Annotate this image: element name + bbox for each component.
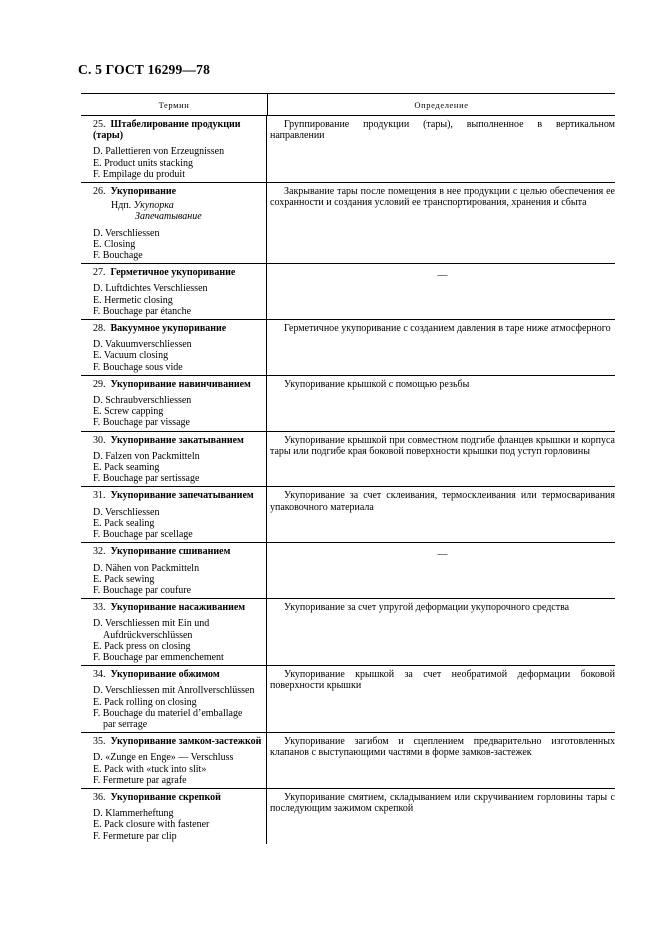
table-row: [81, 666, 615, 733]
foreign-equivalents: [83, 339, 264, 373]
definition-text: Укупоривание смятием, складыванием или скручиванием горловины тары с последующим зажимом скрепкой: [270, 791, 615, 815]
definition-cell: [267, 666, 615, 732]
french-equivalent: F. Fermeture par clip: [93, 830, 177, 842]
term-title: [83, 379, 264, 390]
table-header: [81, 94, 615, 116]
term-cell: [81, 376, 267, 431]
french-equivalent: F. Bouchage par coufure: [93, 584, 192, 596]
french-equivalent-cont: par serrage: [103, 718, 148, 730]
french-equivalent: F. Bouchage par étanche: [93, 305, 192, 317]
term-cell: [81, 487, 267, 542]
term-cell: [81, 264, 267, 319]
german-equivalent: D. Pallettieren von Erzeugnissen: [93, 146, 225, 158]
term-title: [83, 669, 264, 680]
term-cell: [81, 432, 267, 487]
term-number: 36.: [93, 791, 106, 803]
definition-column-header: Определение: [414, 100, 469, 110]
term-name: Укупоривание скрепкой: [110, 791, 221, 803]
french-equivalent: F. Bouchage par scellage: [93, 529, 193, 541]
table-row: [81, 264, 615, 320]
term-name: Вакуумное укупоривание: [110, 323, 227, 335]
term-cell: [81, 116, 267, 182]
definition-cell: [267, 543, 615, 598]
german-equivalent: D. Luftdichtes Verschliessen: [93, 283, 208, 295]
definition-cell: [267, 376, 615, 431]
term-number: 28.: [93, 323, 106, 335]
term-name: Укупоривание насаживанием: [110, 602, 246, 614]
definition-text: Укупоривание крышкой с помощью резьбы: [284, 378, 470, 390]
definition-cell: [267, 487, 615, 542]
term-number: 26.: [93, 186, 106, 198]
table-row: [81, 543, 615, 599]
german-equivalent: D. Verschliessen mit Ein und: [93, 618, 210, 630]
english-equivalent: E. Pack sewing: [93, 573, 155, 585]
foreign-equivalents: [83, 146, 264, 180]
term-number: 27.: [93, 267, 106, 279]
german-equivalent-cont: Aufdrückverschlüssen: [103, 629, 193, 641]
term-number: 34.: [93, 669, 106, 681]
definition-cell: [267, 264, 615, 319]
term-cell: [81, 183, 267, 263]
english-equivalent: E. Pack with «tuck into slit»: [93, 763, 207, 775]
foreign-equivalents: [83, 507, 264, 541]
terms-table: [81, 93, 615, 844]
table-row: [81, 320, 615, 376]
term-title: [83, 736, 264, 747]
table-row: [81, 599, 615, 666]
definition-text: Укупоривание за счет упругой деформации укупорочного средства: [284, 602, 570, 614]
german-equivalent: D. Klammerheftung: [93, 808, 174, 820]
definition-cell: [267, 183, 615, 263]
english-equivalent: E. Pack rolling on closing: [93, 696, 197, 708]
definition-cell: [267, 432, 615, 487]
definition-text: Укупоривание за счет склеивания, термосклеивания или термосваривания упаковочного материала: [270, 490, 615, 513]
term-title: [83, 792, 264, 803]
french-equivalent: F. Bouchage sous vide: [93, 361, 183, 373]
foreign-equivalents: [83, 563, 264, 597]
german-equivalent: D. Falzen von Packmitteln: [93, 450, 200, 462]
term-name: Укупоривание обжимом: [110, 669, 220, 681]
term-name: Укупоривание сшиванием: [110, 546, 231, 558]
term-name: Укупоривание запечатыванием: [110, 490, 254, 502]
english-equivalent: E. Screw capping: [93, 406, 164, 418]
german-equivalent: D. Nähen von Packmitteln: [93, 562, 200, 574]
term-title: [83, 267, 264, 278]
deprecated-synonyms: [83, 200, 264, 222]
table-row: [81, 183, 615, 264]
synonym: Укупорка: [133, 200, 174, 212]
term-cell: [81, 789, 267, 844]
table-row: [81, 487, 615, 543]
german-equivalent: D. Verschliessen: [93, 506, 160, 518]
french-equivalent: F. Bouchage par sertissage: [93, 473, 200, 485]
definition-text: —: [437, 549, 448, 561]
french-equivalent: F. Bouchage: [93, 250, 143, 262]
french-equivalent: F. Empilage du produit: [93, 168, 185, 180]
definition-text: Укупоривание крышкой за счет необратимой деформации боковой поверхности крышки: [270, 669, 615, 692]
term-name: Герметичное укупоривание: [110, 267, 236, 279]
term-title: [83, 490, 264, 501]
english-equivalent: E. Pack closure with fastener: [93, 819, 210, 831]
term-name: Укупоривание навинчиванием: [110, 378, 251, 390]
term-cell: [81, 666, 267, 732]
foreign-equivalents: [83, 752, 264, 786]
term-title: [83, 435, 264, 446]
english-equivalent: E. Pack seaming: [93, 462, 160, 474]
definition-text: Закрывание тары после помещения в нее продукции с целью обеспечения ее сохранности и создания условий ее транспортирования, хранения и сбыта: [270, 186, 615, 209]
term-cell: [81, 733, 267, 788]
term-title: [83, 323, 264, 334]
term-cell: [81, 599, 267, 665]
english-equivalent: E. Vacuum closing: [93, 350, 169, 362]
german-equivalent: D. «Zunge en Enge» — Verschluss: [93, 752, 234, 764]
term-cell: [81, 543, 267, 598]
definition-text: Группирование продукции (тары), выполненное в вертикальном направлении: [270, 119, 615, 142]
table-row: [81, 376, 615, 432]
english-equivalent: E. Hermetic closing: [93, 294, 173, 306]
table-row: [81, 733, 615, 789]
term-number: 29.: [93, 378, 106, 390]
english-equivalent: E. Closing: [93, 238, 136, 250]
german-equivalent: D. Verschliessen: [93, 227, 160, 239]
term-number: 33.: [93, 602, 106, 614]
french-equivalent: F. Bouchage par vissage: [93, 417, 190, 429]
page-header: С. 5 ГОСТ 16299—78: [78, 62, 211, 77]
definition-cell: [267, 599, 615, 665]
definition-text: —: [437, 270, 448, 282]
foreign-equivalents: [83, 283, 264, 317]
foreign-equivalents: [83, 228, 264, 262]
french-equivalent: F. Bouchage par emmenchement: [93, 651, 224, 663]
definition-cell: [267, 789, 615, 844]
synonym-label: Ндп.: [111, 200, 132, 212]
german-equivalent: D. Verschliessen mit Anrollverschlüssen: [93, 685, 255, 697]
term-number: 32.: [93, 546, 106, 558]
term-name: Штабелирование продукции (тары): [93, 119, 241, 142]
term-number: 30.: [93, 434, 106, 446]
german-equivalent: D. Schraubverschliessen: [93, 395, 192, 407]
term-column-header: Термин: [81, 94, 268, 115]
definition-text: Укупоривание крышкой при совместном подгибе фланцев крышки и корпуса тары или подгибе края боковой поверхности крышки под уступ горловины: [270, 434, 615, 457]
synonym: Запечатывание: [135, 211, 202, 223]
foreign-equivalents: [83, 451, 264, 485]
foreign-equivalents: [83, 618, 264, 663]
term-title: [83, 546, 264, 557]
table-row: [81, 116, 615, 183]
foreign-equivalents: [83, 685, 264, 730]
table-row: [81, 789, 615, 844]
term-title: [83, 186, 264, 197]
french-equivalent: F. Bouchage du materiel d’emballage: [93, 707, 243, 719]
term-number: 25.: [93, 119, 106, 130]
definition-text: Герметичное укупоривание с созданием давления в таре ниже атмосферного: [284, 323, 611, 335]
term-title: [83, 119, 264, 141]
foreign-equivalents: [83, 808, 264, 842]
definition-cell: [267, 320, 615, 375]
term-name: Укупоривание: [110, 186, 177, 198]
foreign-equivalents: [83, 395, 264, 429]
term-name: Укупоривание замком-застежкой: [110, 736, 262, 748]
term-number: 35.: [93, 736, 106, 748]
term-cell: [81, 320, 267, 375]
french-equivalent: F. Fermeture par agrafe: [93, 774, 187, 786]
english-equivalent: E. Product units stacking: [93, 157, 193, 169]
definition-text: Укупоривание загибом и сцеплением предварительно изготовленных клапанов с выступающими частями в форме замков-застежек: [270, 736, 615, 759]
definition-cell: [267, 116, 615, 182]
term-number: 31.: [93, 490, 106, 502]
term-title: [83, 602, 264, 613]
english-equivalent: E. Pack sealing: [93, 517, 155, 529]
table-row: [81, 432, 615, 488]
definition-cell: [267, 733, 615, 788]
english-equivalent: E. Pack press on closing: [93, 640, 191, 652]
term-name: Укупоривание закатыванием: [110, 434, 244, 446]
german-equivalent: D. Vakuumverschliessen: [93, 339, 192, 351]
